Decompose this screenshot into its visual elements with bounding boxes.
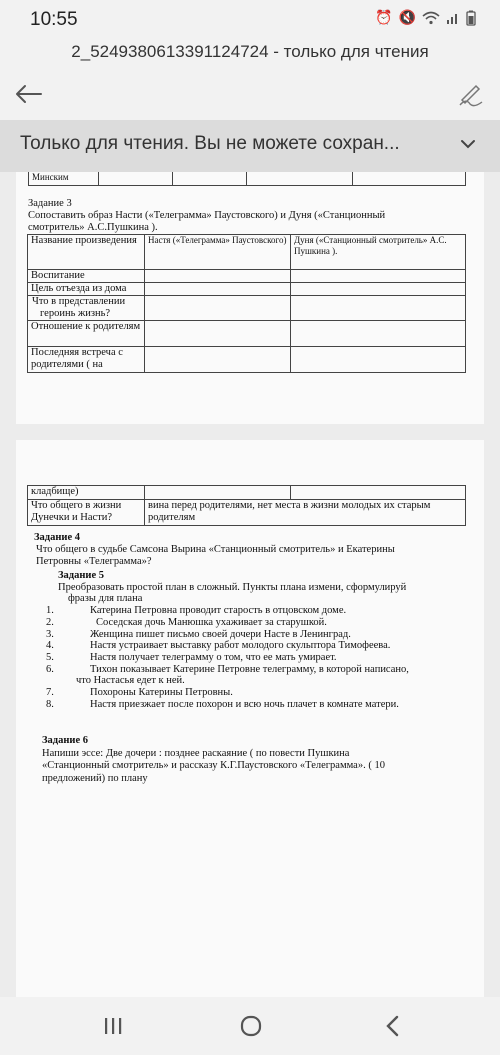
plan-item-text: Настя приезжает после похорон и всю ночь плачет в комнате матери. — [90, 698, 399, 710]
plan-item-number: 1. — [46, 605, 54, 617]
task3-title: Задание 3 — [28, 198, 72, 209]
task6-title: Задание 6 — [42, 735, 88, 746]
document-title: 2_5249380613391124724 - только для чтения — [71, 42, 429, 61]
task5-text-line1: Преобразовать простой план в сложный. Пункты плана измени, сформулируй — [58, 581, 407, 593]
table-cell — [291, 486, 466, 500]
task4-block — [34, 532, 395, 568]
plan-item — [28, 617, 473, 629]
plan-item — [28, 652, 473, 664]
table-header-cell: Дуня («Станционный смотритель» А.С. Пушкина ). — [291, 235, 466, 270]
table-cell — [291, 347, 466, 373]
table-cell — [291, 270, 466, 283]
plan-item-number: 5. — [46, 651, 54, 663]
plan-item-text: Похороны Катерины Петровны. — [90, 687, 233, 699]
wifi-icon — [422, 11, 440, 25]
back-arrow-icon[interactable] — [12, 78, 46, 110]
plan-item — [28, 687, 473, 699]
table-row-label: Воспитание — [28, 270, 145, 283]
task5-block — [28, 570, 473, 710]
table-row-label: Цель отъезда из дома — [28, 283, 145, 296]
plan-item — [28, 640, 473, 652]
document-page-1 — [16, 172, 484, 424]
task6-text-line1: Напиши эссе: Две дочери : позднее раскаяние ( по повести Пушкина — [42, 747, 350, 759]
plan-list — [28, 605, 473, 710]
task4-title: Задание 4 — [34, 532, 80, 543]
comparison-table — [27, 234, 466, 373]
table-cell: кладбище) — [28, 486, 145, 500]
plan-item-number: 4. — [46, 640, 54, 652]
plan-item-number: 3. — [46, 628, 54, 640]
edit-pen-icon[interactable] — [456, 78, 486, 110]
plan-item — [28, 664, 473, 676]
document-title-bar — [0, 36, 500, 68]
table-cell: Минским — [29, 172, 99, 185]
system-navigation-bar — [0, 997, 500, 1055]
task4-text-line2: Петровны «Телеграмма»? — [36, 556, 152, 567]
battery-icon — [466, 10, 476, 26]
alarm-icon: ⏰ — [375, 10, 393, 26]
task3-block — [28, 198, 385, 234]
chevron-down-icon[interactable] — [458, 134, 478, 154]
table-row-label: Последняя встреча с родителями ( на — [28, 347, 145, 373]
recents-icon[interactable] — [98, 1013, 128, 1039]
signal-icon — [446, 11, 460, 25]
plan-item — [28, 629, 473, 641]
task5-title: Задание 5 — [58, 570, 104, 581]
plan-item-number — [28, 675, 76, 687]
task6-text-line2: «Станционный смотритель» и рассказу К.Г.Паустовского «Телеграмма». ( 10 — [42, 760, 385, 771]
table-cell — [99, 172, 173, 185]
table-cell — [291, 283, 466, 296]
table-header-cell: Настя («Телеграмма» Паустовского) — [145, 235, 291, 270]
plan-item-number: 8. — [46, 698, 54, 710]
table-row-label: Что общего в жизни Дунечки и Насти? — [28, 500, 145, 526]
plan-item-text: Женщина пишет письмо своей дочери Насте в Ленинград. — [90, 628, 351, 640]
table-cell: вина перед родителями, нет места в жизни молодых их старым родителям — [145, 500, 466, 526]
plan-item — [28, 675, 473, 687]
table-cell — [145, 296, 291, 321]
table-cell — [291, 296, 466, 321]
task5-text-line2: фразы для плана — [68, 593, 143, 605]
table-row-label: Что в представлении героинь жизнь? — [28, 296, 145, 321]
plan-item-number: 2. — [46, 616, 54, 628]
table-cell — [145, 347, 291, 373]
status-icons — [375, 10, 476, 26]
back-icon[interactable] — [378, 1013, 408, 1039]
home-icon[interactable] — [236, 1013, 266, 1039]
plan-item-number: 7. — [46, 687, 54, 699]
comparison-table-continued — [27, 485, 466, 526]
mute-icon: 🔇 — [398, 10, 416, 26]
plan-item-text: что Настасья едет к ней. — [76, 675, 185, 687]
task6-text-line3: предложений) по плану — [42, 772, 148, 784]
read-only-banner[interactable] — [0, 120, 500, 172]
table-cell — [173, 172, 247, 185]
status-bar — [0, 0, 500, 36]
plan-item-number: 6. — [46, 663, 54, 675]
table-cell — [291, 321, 466, 347]
plan-item-text: Катерина Петровна проводит старость в отцовском доме. — [90, 605, 347, 617]
table-cell — [353, 172, 466, 185]
table-cell — [247, 172, 353, 185]
table-cell — [145, 270, 291, 283]
plan-item-text: Тихон показывает Катерине Петровне телеграмму, в которой написано, — [90, 663, 409, 675]
read-only-message: Только для чтения. Вы не можете сохран... — [20, 133, 400, 154]
task3-text-line1: Сопоставить образ Насти («Телеграмма» Паустовского) и Дуня («Станционный — [28, 210, 386, 221]
table-cell — [145, 321, 291, 347]
plan-item-text: Настя устраивает выставку работ молодого скульптора Тимофеева. — [90, 640, 391, 652]
plan-item — [28, 699, 473, 711]
previous-table-fragment — [28, 172, 466, 186]
plan-item — [28, 605, 473, 617]
table-header-cell: Название произведения — [28, 235, 145, 270]
task6-block — [28, 735, 466, 785]
plan-item-text: Соседская дочь Манюшка ухаживает за старушкой. — [96, 616, 327, 628]
task4-text-line1: Что общего в судьбе Самсона Вырина «Станционный смотритель» и Екатерины — [36, 544, 395, 555]
plan-item-text: Настя получает телеграмму о том, что ее мать умирает. — [90, 651, 337, 663]
table-row-label: Отношение к родителям — [28, 321, 145, 347]
table-cell — [145, 283, 291, 296]
status-time: 10:55 — [30, 9, 78, 30]
document-page-2 — [16, 440, 484, 997]
table-cell — [145, 486, 291, 500]
toolbar — [0, 68, 500, 120]
task3-text-line2: смотритель» А.С.Пушкина ). — [28, 222, 158, 233]
